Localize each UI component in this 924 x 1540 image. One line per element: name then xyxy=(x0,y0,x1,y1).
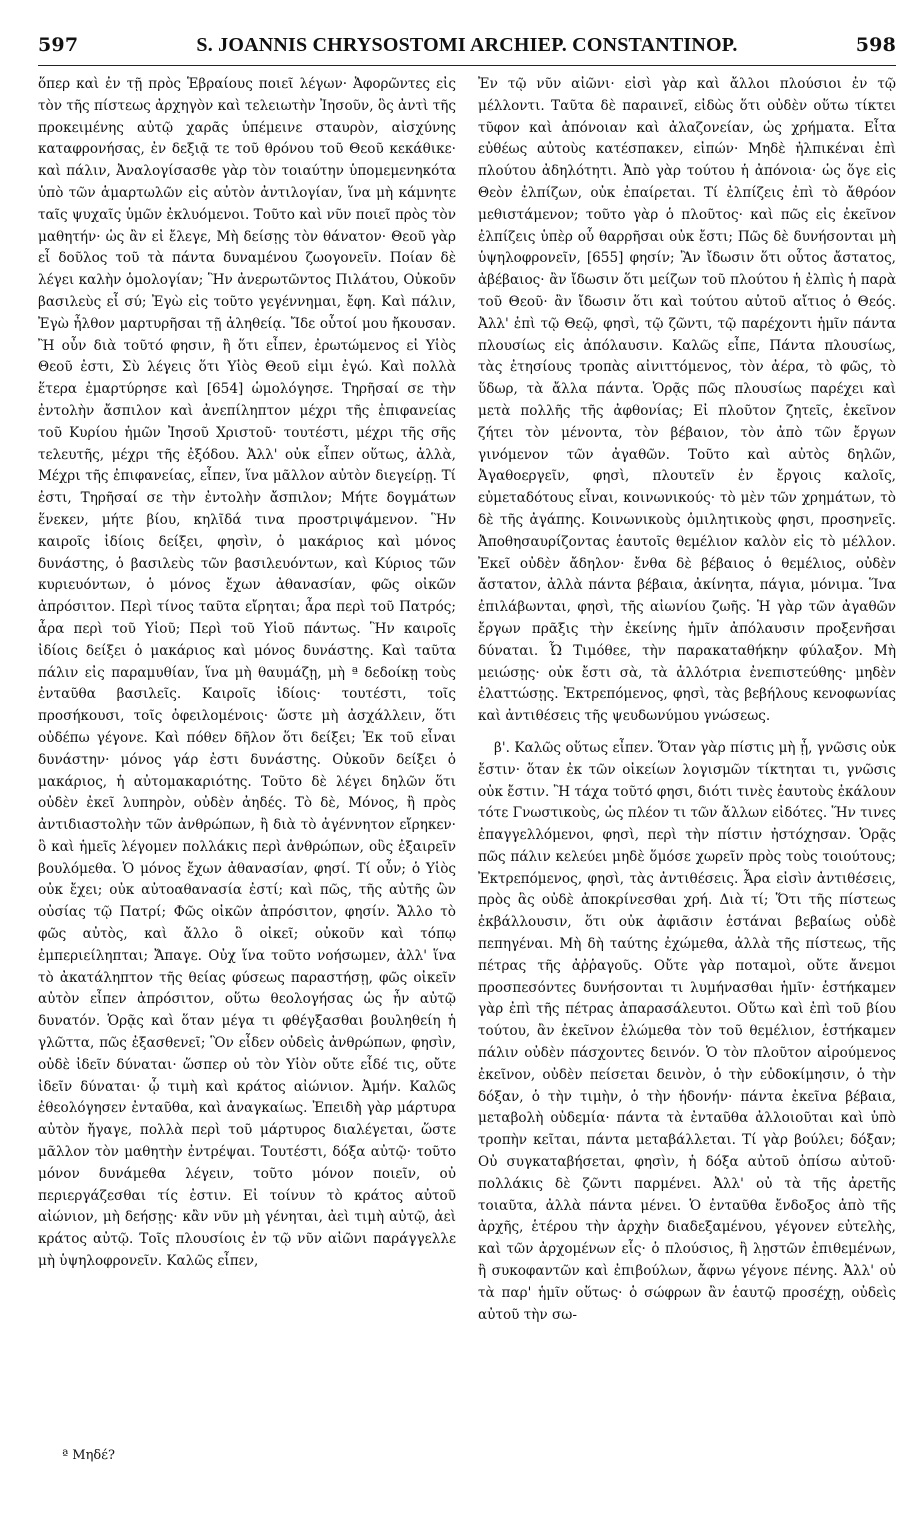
right-paragraph-section-2: β'. Καλῶς οὕτως εἶπεν. Ὅταν γὰρ πίστις μὴ ᾖ, γνῶσις οὐκ ἔστιν· ὅταν ἐκ τῶν οἰκείων λογισμῶν τίκτηται τι, γνῶσις οὐκ ἔστιν. Ἢ τάχα τοῦτό φησι, διότι τινὲς ἑαυτοὺς ἐκάλουν τότε Γνωστικοὺς, ὡς πλέον τι τῶν ἄλλων εἰδότες. Ἥν τινες ἐπαγγελλόμενοι, φησὶ, περὶ τὴν πίστιν ἠστόχησαν. Ὁρᾷς πῶς πάλιν κελεύει μηδὲ ὅμόσε χωρεῖν πρὸς τοὺς τοιούτους; Ἐκτρεπόμενος, φησὶ, τὰς ἀντιθέσεις. Ἆρα εἰσὶν ἀντιθέσεις, πρὸς ἃς οὐδὲ ἀποκρίνεσθαι χρή. Διὰ τί; Ὅτι τῆς πίστεως ἐκβάλλουσιν, ὅτι οὐκ ἀφιᾶσιν ἑστάναι βεβαίως οὐδὲ πεπηγέναι. Μὴ δὴ ταύτης ἐχώμεθα, ἀλλὰ τῆς πίστεως, τῆς πέτρας τῆς ἀῤῥαγοῦς. Οὔτε γὰρ ποταμοὶ, οὔτε ἄνεμοι προσπεσόντες δυνήσονται τι λυμήνασθαι ἡμῖν· ἑστήκαμεν γὰρ ἐπὶ τῆς πέτρας ἀπαρασάλευτοι. Οὕτω καὶ ἐπὶ τοῦ βίου τούτου, ἂν ἐκεῖνον ἑλώμεθα τὸν τοῦ θεμέλιον, ἑστήκαμεν πάλιν οὐδὲν πάσχοντες δεινόν. Ὁ τὸν πλοῦτον αἱρούμενος ἐκεῖνον, οὐδὲν πείσεται δεινὸν, ὁ τὴν εὐδοκίμησιν, ὁ τὴν δόξαν, ὁ τὴν τιμὴν, ὁ τὴν ἡδονήν· πάντα ἐκεῖνα βέβαια, μεταβολὴ οὐδεμία· πάντα τὰ ἐνταῦθα ἀλλοιοῦται καὶ ὑπὸ τροπὴν κεῖται, πάντα μεταβάλλεται. Τί γὰρ βούλει; δόξαν; Οὐ συγκαταβήσεται, φησὶν, ἡ δόξα αὐτοῦ ὀπίσω αὐτοῦ· πολλάκις δὲ ζῶντι παρμένει. Ἀλλ' οὐ τὰ τῆς ἀρετῆς τοιαῦτα, ἀλλὰ πάντα μένει. Ὁ ἐνταῦθα ἔνδοξος ἀπὸ τῆς ἀρχῆς, ἑτέρου τὴν ἀρχὴν διαδεξαμένου, γέγονεν εὐτελὴς, καὶ τῶν ἀρχομένων εἷς· ὁ πλούσιος, ἢ λῃστῶν ἐπιθεμένων, ἢ συκοφαντῶν καὶ ἐπιβούλων, ἄφνω γέγονε πένης. Ἀλλ' οὐ τὰ παρ' ἡμῖν οὕτως· ὁ σώφρων ἂν ἑαυτῷ προσέχῃ, οὐδεὶς αὐτοῦ τὴν σω- xyxy=(478,739,896,1323)
text-columns xyxy=(38,74,896,1336)
running-header xyxy=(38,34,896,66)
right-page-number: 598 xyxy=(855,34,896,56)
running-title: S. JOANNIS CHRYSOSTOMI ARCHIEP. CONSTANTINOP. xyxy=(196,34,738,56)
left-page-number: 597 xyxy=(38,34,79,56)
footnote: ª Μηδέ? xyxy=(62,1448,115,1463)
right-paragraph: Ἐν τῷ νῦν αἰῶνι· εἰσὶ γὰρ καὶ ἄλλοι πλούσιοι ἐν τῷ μέλλοντι. Ταῦτα δὲ παραινεῖ, εἰδὼς ὅτι οὐδὲν οὕτω τίκτει τῦφον καὶ ἀπόνοιαν καὶ ἀλαζονείαν, ὡς χρήματα. Εἶτα εὐθέως αὐτοὺς κατέσπακεν, εἰπών· Μηδὲ ἠλπικέναι ἐπὶ πλούτου ἀδηλότητι. Ἀπὸ γὰρ τούτου ἡ ἀπόνοια· ὡς ὅγε εἰς Θεὸν ἐλπίζων, οὐκ ἐπαίρεται. Τί ἐλπίζεις ἐπὶ τὸ ἄθρόον μεθιστάμενον; τοῦτο γὰρ ὁ πλοῦτος· καὶ πῶς εἰς ἐκεῖνον ἐλπίζεις ὑπὲρ οὗ θαρρῆσαι οὐκ ἔστι; Πῶς δὲ δυνήσονται μὴ ὑψηλοφρονεῖν, [655] φησίν; Ἂν ἴδωσιν ὅτι οὗτος ἄστατος, ἀβέβαιος· ἂν ἴδωσιν ὅτι μείζων τοῦ πλούτου ἡ ἐλπὶς ἡ παρὰ τοῦ Θεοῦ· ἂν ἴδωσιν ὅτι καὶ τούτου αὐτοῦ αἴτιος ὁ Θεός. Ἀλλ' ἐπὶ τῷ Θεῷ, φησὶ, τῷ ζῶντι, τῷ παρέχοντι ἡμῖν πάντα πλουσίως εἰς ἀπόλαυσιν. Καλῶς εἶπε, Πάντα πλουσίως, τὰς ἐτησίους τροπὰς αἰνιττόμενος, τὸν ἀέρα, τὸ φῶς, τὸ ὕδωρ, τὰ ἄλλα πάντα. Ὁρᾷς πῶς πλουσίως παρέχει καὶ μετὰ πολλῆς τῆς ἀφθονίας; Εἰ πλοῦτον ζητεῖς, ἐκεῖνον ζήτει τὸν μένοντα, τὸν βέβαιον, τὸν ἀπὸ τῶν ἔργων γινόμενον τῶν ἀγαθῶν. Τοῦτο καὶ αὐτὸς δηλῶν, Ἀγαθοεργεῖν, φησὶ, πλουτεῖν ἐν ἔργοις καλοῖς, εὐμεταδότους εἶναι, κοινωνικούς· τὸ μὲν τῶν χρημάτων, τὸ δὲ τῆς ἀγάπης. Κοινωνικοὺς ὁμιλητικοὺς φησι, προσηνεῖς. Ἀποθησαυρίζοντας ἑαυτοῖς θεμέλιον καλὸν εἰς τὸ μέλλον. Ἐκεῖ οὐδὲν ἄδηλον· ἔνθα δὲ βέβαιος ὁ θεμέλιος, οὐδὲν ἄστατον, ἀλλὰ πάντα βέβαια, ἀκίνητα, πάγια, μόνιμα. Ἵνα ἐπιλάβωνται, φησὶ, τῆς αἰωνίου ζωῆς. Ἡ γὰρ τῶν ἀγαθῶν ἔργων πρᾶξις τὴν ἐκείνης ἡμῖν ἀπόλαυσιν προξενῆσαι δύναται. Ὦ Τιμόθεε, τὴν παρακαταθήκην φύλαξον. Μὴ μειώσῃς· οὐκ ἔστι σὰ, τὰ ἀλλότρια ἐνεπιστεύθης· μηδὲν ἐλαττώσῃς. Ἐκτρεπόμενος, φησὶ, τὰς βεβήλους κενοφωνίας καὶ ἀντιθέσεις τῆς ψευδωνύμου γνώσεως. xyxy=(478,76,896,725)
left-column xyxy=(38,74,456,1336)
right-column xyxy=(478,74,896,1336)
left-paragraph: ὅπερ καὶ ἐν τῇ πρὸς Ἑβραίους ποιεῖ λέγων· Ἀφορῶντες εἰς τὸν τῆς πίστεως ἀρχηγὸν καὶ τελειωτὴν Ἰησοῦν, ὃς ἀντὶ τῆς προκειμένης αὐτῷ χαρᾶς ὑπέμεινε σταυρὸν, αἰσχύνης καταφρονήσας, ἐν δεξιᾷ τε τοῦ θρόνου τοῦ Θεοῦ κεκάθικε· καὶ πάλιν, Ἀναλογίσασθε γὰρ τὸν τοιαύτην ὑπομεμενηκότα ὑπὸ τῶν ἁμαρτωλῶν εἰς αὐτὸν ἀντιλογίαν, ἵνα μὴ κάμνητε ταῖς ψυχαῖς ὑμῶν ἐκλυόμενοι. Τοῦτο καὶ νῦν ποιεῖ πρὸς τὸν μαθητήν· ὡς ἂν εἰ ἔλεγε, Μὴ δείσῃς τὸν θάνατον· Θεοῦ γὰρ εἶ δοῦλος τοῦ τὰ πάντα δυναμένου ζωογονεῖν. Ποίαν δὲ λέγει καλὴν ὁμολογίαν; Ἣν ἀνερωτῶντος Πιλάτου, Οὐκοῦν βασιλεὺς εἶ σύ; Ἐγὼ εἰς τοῦτο γεγέννημαι, ἔφη. Καὶ πάλιν, Ἐγὼ ἦλθον μαρτυρῆσαι τῇ ἀληθείᾳ. Ἴδε οὗτοί μου ἤκουσαν. Ἢ οὖν διὰ τοῦτό φησιν, ἢ ὅτι εἶπεν, ἐρωτώμενος εἰ Υἱὸς Θεοῦ ἐστι, Σὺ λέγεις ὅτι Υἱὸς Θεοῦ εἰμι ἐγώ. Καὶ πολλὰ ἕτερα ἐμαρτύρησε καὶ [654] ὡμολόγησε. Τηρῆσαί σε τὴν ἐντολὴν ἄσπιλον καὶ ἀνεπίληπτον μέχρι τῆς ἐπιφανείας τοῦ Κυρίου ἡμῶν Ἰησοῦ Χριστοῦ· τουτέστι, μέχρι τῆς σῆς τελευτῆς, μέχρι τῆς ἐξόδου. Ἀλλ' οὐκ εἶπεν οὕτως, ἀλλὰ, Μέχρι τῆς ἐπιφανείας, εἶπεν, ἵνα μᾶλλον αὐτὸν διεγείρῃ. Τί ἐστι, Τηρῆσαί σε τὴν ἐντολὴν ἄσπιλον; Μήτε δογμάτων ἕνεκεν, μήτε βίου, κηλῖδά τινα προστριψάμενον. Ἣν καιροῖς ἰδίοις δείξει, φησὶν, ὁ μακάριος καὶ μόνος δυνάστης, ὁ βασιλεὺς τῶν βασιλευόντων, καὶ Κύριος τῶν κυριευόντων, ὁ μόνος ἔχων ἀθανασίαν, φῶς οἰκῶν ἀπρόσιτον. Περὶ τίνος ταῦτα εἴρηται; ἆρα περὶ τοῦ Πατρός; ἆρα περὶ τοῦ Υἱοῦ; Περὶ τοῦ Υἱοῦ πάντως. Ἣν καιροῖς ἰδίοις δείξει ὁ μακάριος καὶ μόνος δυνάστης. Καὶ ταῦτα πάλιν εἰς παραμυθίαν, ἵνα μὴ θαυμάζῃ, μὴ ª δεδοίκῃ τοὺς ἐνταῦθα βασιλεῖς. Καιροῖς ἰδίοις· τουτέστι, τοῖς προσήκουσι, τοῖς ὀφειλομένοις· ὥστε μὴ ἀσχάλλειν, ὅτι οὐδέπω γέγονε. Καὶ πόθεν δῆλον ὅτι δείξει; Ἐκ τοῦ εἶναι δυνάστην· μόνος γάρ ἐστι δυνάστης. Οὐκοῦν δείξει ὁ μακάριος, ἡ αὐτομακαριότης. Τοῦτο δὲ λέγει δηλῶν ὅτι οὐδὲν ἐκεῖ λυπηρὸν, οὐδὲν ἀηδές. Τὸ δὲ, Μόνος, ἢ πρὸς ἀντιδιαστολὴν τῶν ἀνθρώπων, ἢ διὰ τὸ ἀγέννητον εἴρηκεν· ὃ καὶ ἡμεῖς λέγομεν πολλάκις περὶ ἀνθρώπων, οὓς ἐξαιρεῖν βουλόμεθα. Ὁ μόνος ἔχων ἀθανασίαν, φησί. Τί οὖν; ὁ Υἱὸς οὐκ ἔχει; οὐκ αὐτοαθανασία ἐστί; καὶ πῶς, τῆς αὐτῆς ὢν οὐσίας τῷ Πατρί; Φῶς οἰκῶν ἀπρόσιτον, φησίν. Ἄλλο τὸ φῶς αὐτὸς, καὶ ἄλλο ὃ οἰκεῖ; οὐκοῦν καὶ τόπῳ ἐμπεριείληπται; Ἄπαγε. Οὐχ ἵνα τοῦτο νοήσωμεν, ἀλλ' ἵνα τὸ ἀκατάληπτον τῆς θείας φύσεως παραστήσῃ, φῶς οἰκεῖν αὐτὸν εἶπεν ἀπρόσιτον, οὕτω θεολογήσας ὡς ἦν αὐτῷ δυνατόν. Ὁρᾷς καὶ ὅταν μέγα τι φθέγξασθαι βουληθείη ἡ γλῶττα, πῶς ἐξασθενεῖ; Ὃν εἶδεν οὐδεὶς ἀνθρώπων, φησὶν, οὐδὲ ἰδεῖν δύναται· ὥσπερ οὐ τὸν Υἱὸν οὔτε εἶδέ τις, οὔτε ἰδεῖν δύναται· ᾧ τιμὴ καὶ κράτος αἰώνιον. Ἀμήν. Καλῶς ἐθεολόγησεν ἐνταῦθα, καὶ ἀναγκαίως. Ἐπειδὴ γὰρ μάρτυρα αὐτὸν ἤγαγε, πολλὰ περὶ τοῦ μάρτυρος διαλέγεται, ὥστε μᾶλλον τὸν μαθητὴν ἐντρέψαι. Τουτέστι, δόξα αὐτῷ· τοῦτο μόνον δυνάμεθα λέγειν, τοῦτο μόνον ποιεῖν, οὐ περιεργάζεσθαι τίς ἐστιν. Εἰ τοίνυν τὸ κράτος αὐτοῦ αἰώνιον, μὴ δεήσῃς· κἂν νῦν μὴ γένηται, ἀεὶ τιμὴ αὐτῷ, ἀεὶ κράτος αὐτῷ. Τοῖς πλουσίοις ἐν τῷ νῦν αἰῶνι παράγγελλε μὴ ὑψηλοφρονεῖν. Καλῶς εἶπεν, xyxy=(38,76,456,1270)
